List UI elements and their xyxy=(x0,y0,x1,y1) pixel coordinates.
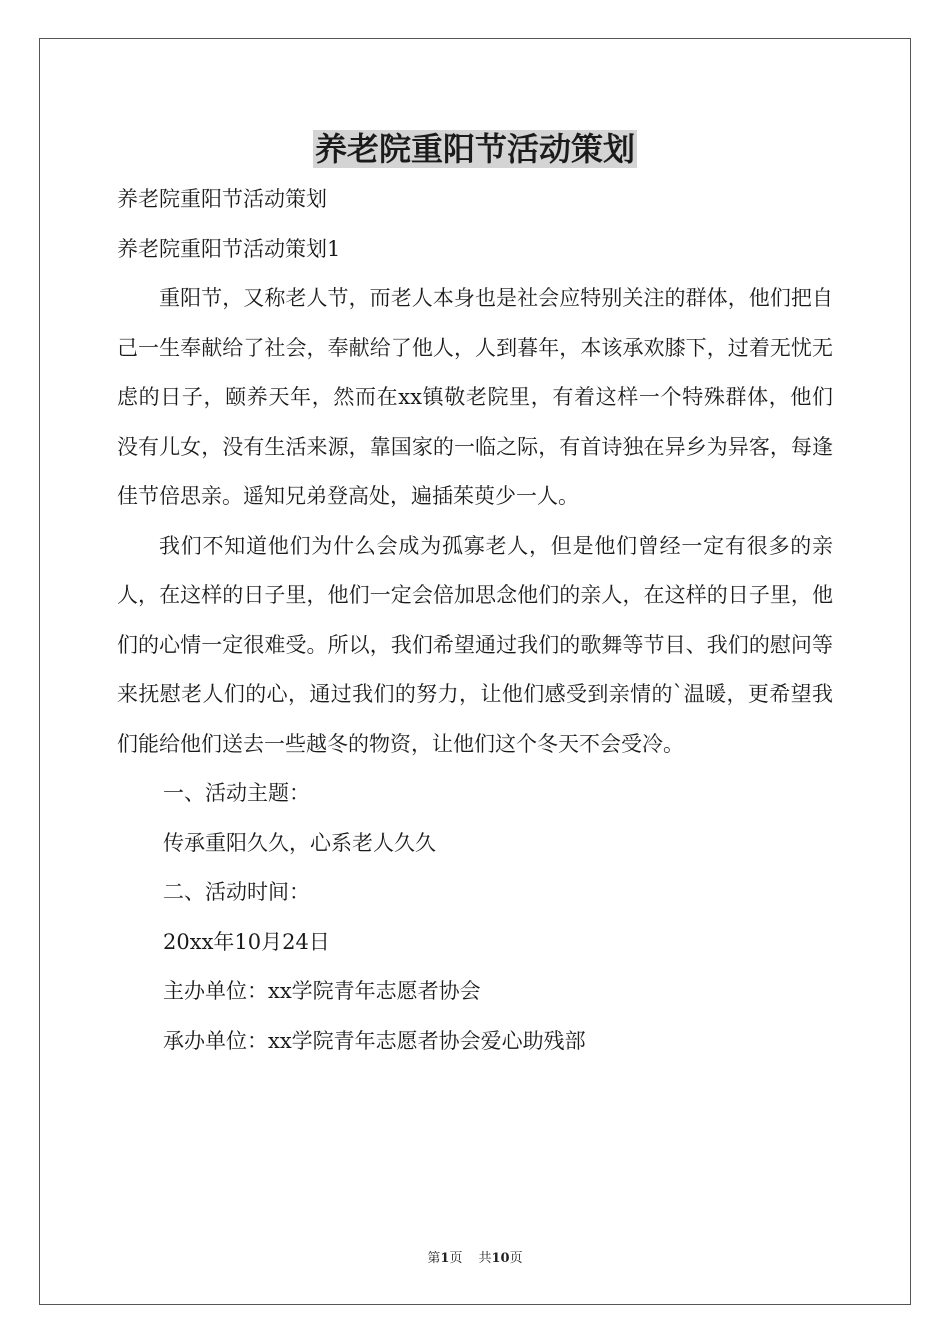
footer-total-prefix: 共 xyxy=(478,1251,492,1266)
heading-activity-time: 二、活动时间： xyxy=(163,880,310,904)
organizer-line: 主办单位：xx学院青年志愿者协会 xyxy=(163,979,481,1003)
document-subtitle: 养老院重阳节活动策划 xyxy=(117,187,327,211)
footer-total-unit: 页 xyxy=(509,1251,523,1266)
footer-page-prefix: 第 xyxy=(427,1251,441,1266)
activity-date: 20xx年10月24日 xyxy=(163,929,330,954)
footer-page-unit: 页 xyxy=(449,1251,463,1266)
footer-page-total: 10 xyxy=(491,1251,510,1266)
footer-page-current: 1 xyxy=(440,1251,450,1266)
paragraph-purpose: 我们不知道他们为什么会成为孤寡老人，但是他们曾经一定有很多的亲人，在这样的日子里，他们一定会倍加思念他们的亲人，在这样的日子里，他们的心情一定很难受。所以，我们希望通过我们的歌舞等节目、我们的慰问等来抚慰老人们的心，通过我们的努力，让他们感受到亲情的`温暖，更希望我们能给他们送去一些越冬的物资，让他们这个冬天不会受冷。 xyxy=(117,533,833,756)
page-footer xyxy=(0,1247,950,1266)
document-body xyxy=(117,175,833,1066)
paragraph-intro: 重阳节，又称老人节，而老人本身也是社会应特别关注的群体，他们把自己一生奉献给了社会，奉献给了他人，人到暮年，本该承欢膝下，过着无忧无虑的日子，颐养天年，然而在xx镇敬老院里，有着这样一个特殊群体，他们没有儿女，没有生活来源，靠国家的一临之际，有首诗独在异乡为异客，每逢佳节倍思亲。遥知兄弟登高处，遍插茱萸少一人。 xyxy=(117,286,833,508)
activity-theme-value: 传承重阳久久，心系老人久久 xyxy=(163,830,436,855)
document-title xyxy=(0,127,950,171)
co-organizer-line: 承办单位：xx学院青年志愿者协会爱心助残部 xyxy=(163,1028,586,1053)
heading-activity-theme: 一、活动主题： xyxy=(163,781,310,805)
document-title-text: 养老院重阳节活动策划 xyxy=(314,130,635,168)
section-heading: 养老院重阳节活动策划1 xyxy=(117,236,341,261)
